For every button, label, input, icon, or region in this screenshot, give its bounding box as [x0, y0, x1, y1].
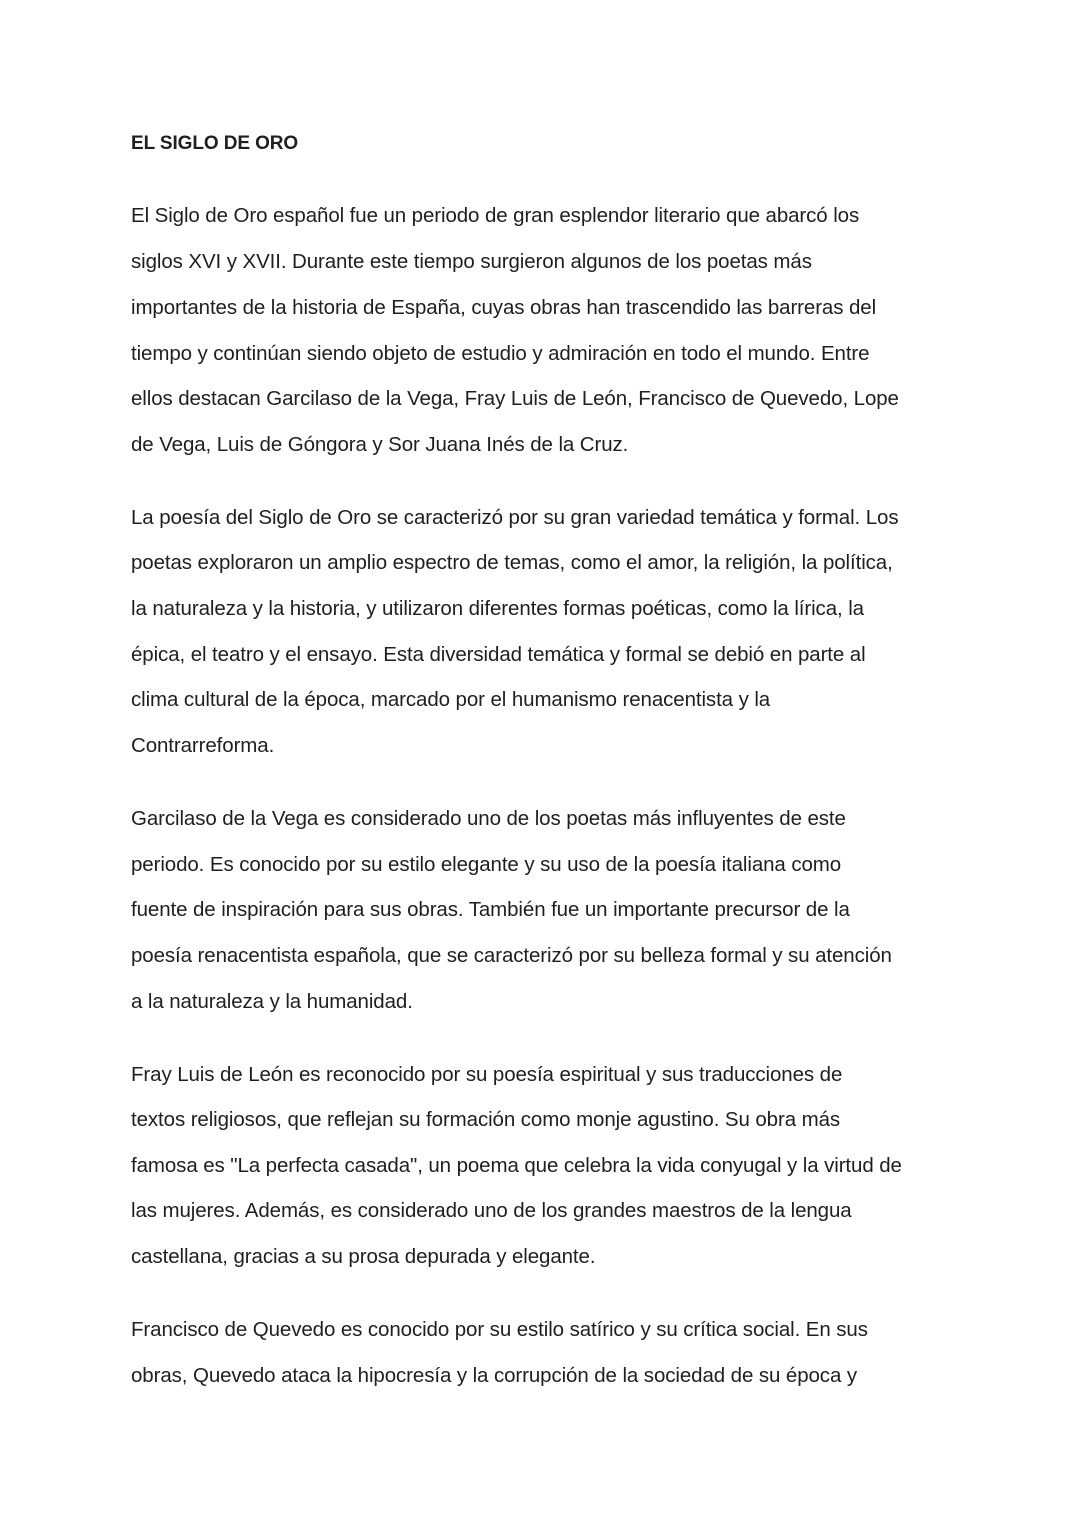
paragraph-5-line-1: Francisco de Quevedo es conocido por su estilo satírico y su crítica social. En sus [131, 1318, 868, 1341]
paragraph-3-line-1: Garcilaso de la Vega es considerado uno de los poetas más influyentes de este [131, 807, 846, 830]
paragraph-2-line-2: poetas exploraron un amplio espectro de temas, como el amor, la religión, la política, [131, 551, 893, 574]
paragraph-4-line-1: Fray Luis de León es reconocido por su poesía espiritual y sus traducciones de [131, 1063, 843, 1086]
paragraph-4-line-4: las mujeres. Además, es considerado uno de los grandes maestros de la lengua [131, 1199, 852, 1222]
paragraph-2-line-4: épica, el teatro y el ensayo. Esta diversidad temática y formal se debió en parte al [131, 643, 866, 666]
paragraph-1-line-2: siglos XVI y XVII. Durante este tiempo surgieron algunos de los poetas más [131, 250, 812, 273]
document-title: EL SIGLO DE ORO [131, 133, 299, 154]
paragraph-2-line-3: la naturaleza y la historia, y utilizaron diferentes formas poéticas, como la lírica, la [131, 597, 864, 620]
paragraph-3-line-3: fuente de inspiración para sus obras. También fue un importante precursor de la [131, 898, 850, 921]
paragraph-5-line-2: obras, Quevedo ataca la hipocresía y la corrupción de la sociedad de su época y [131, 1364, 857, 1387]
paragraph-1-line-1: El Siglo de Oro español fue un periodo de gran esplendor literario que abarcó los [131, 204, 860, 227]
paragraph-1-line-4: tiempo y continúan siendo objeto de estudio y admiración en todo el mundo. Entre [131, 342, 870, 365]
paragraph-4-line-5: castellana, gracias a su prosa depurada y elegante. [131, 1245, 596, 1268]
paragraph-3-line-5: a la naturaleza y la humanidad. [131, 990, 413, 1013]
paragraph-2-line-1: La poesía del Siglo de Oro se caracterizó por su gran variedad temática y formal. Los [131, 506, 899, 529]
paragraph-2-line-6: Contrarreforma. [131, 734, 275, 757]
paragraph-2-line-5: clima cultural de la época, marcado por el humanismo renacentista y la [131, 688, 771, 711]
paragraph-4-line-2: textos religiosos, que reflejan su formación como monje agustino. Su obra más [131, 1108, 841, 1131]
paragraph-3-line-2: periodo. Es conocido por su estilo elegante y su uso de la poesía italiana como [131, 853, 842, 876]
paragraph-1-line-6: de Vega, Luis de Góngora y Sor Juana Inés de la Cruz. [131, 433, 629, 456]
paragraph-4-line-3: famosa es "La perfecta casada", un poema que celebra la vida conyugal y la virtud de [131, 1154, 902, 1177]
paragraph-3-line-4: poesía renacentista española, que se caracterizó por su belleza formal y su atención [131, 944, 892, 967]
paragraph-1-line-3: importantes de la historia de España, cuyas obras han trascendido las barreras del [131, 296, 877, 319]
paragraph-1-line-5: ellos destacan Garcilaso de la Vega, Fray Luis de León, Francisco de Quevedo, Lope [131, 387, 899, 410]
